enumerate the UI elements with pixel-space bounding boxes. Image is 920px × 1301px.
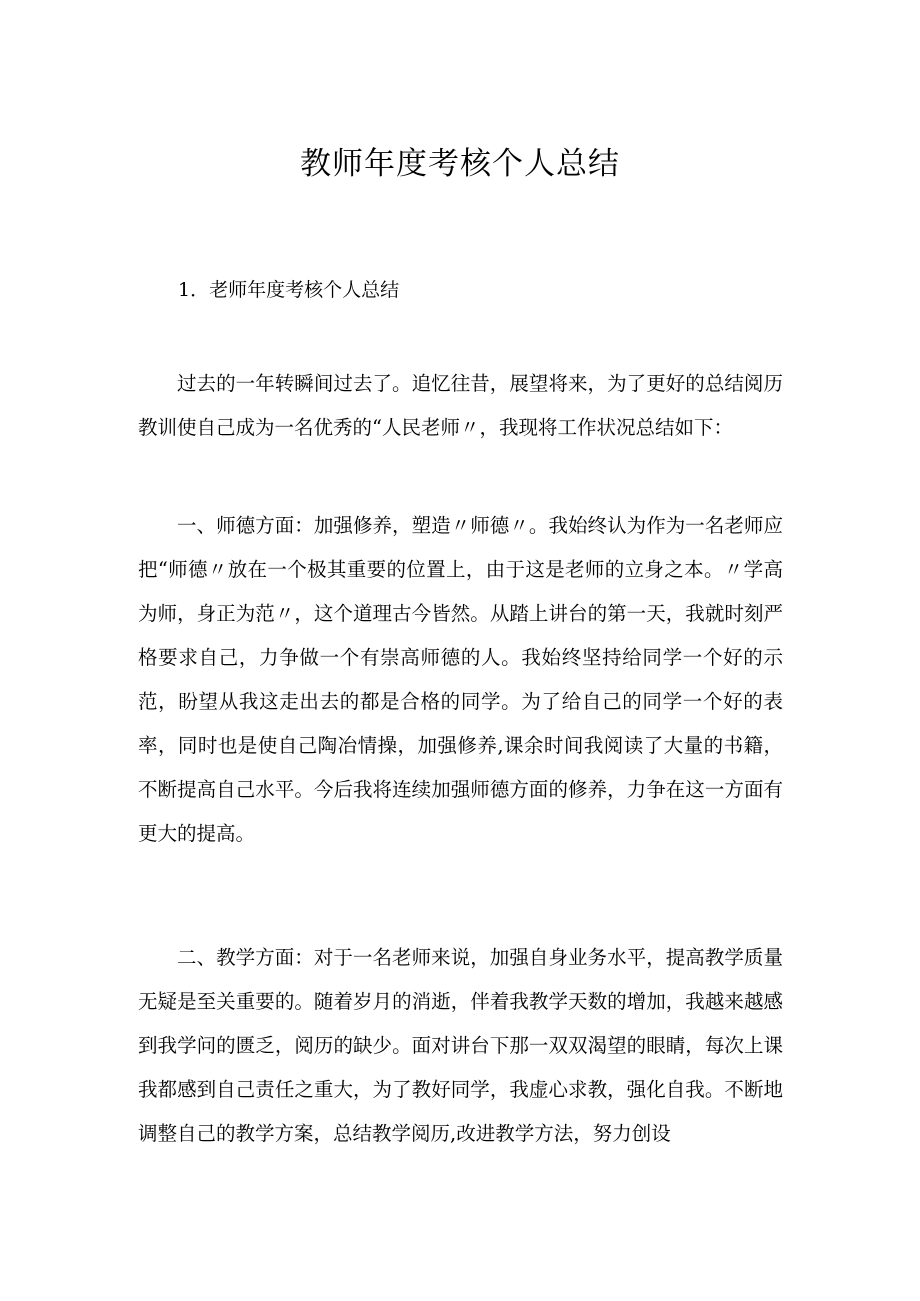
section-heading: 1．老师年度考核个人总结 [178,279,400,301]
paragraph-intro: 过去的一年转瞬间过去了。追忆往昔，展望将来，为了更好的总结阅历教训使自己成为一名优秀的“人民老师〃，我现将工作状况总结如下： [138,372,783,439]
document-title: 教师年度考核个人总结 [300,146,620,182]
paragraph-teaching: 二、教学方面：对于一名老师来说，加强自身业务水平，提高教学质量无疑是至关重要的。随着岁月的消逝，伴着我教学天数的增加，我越来越感到我学问的匮乏，阅历的缺少。面对讲台下那一双双渴望的眼睛，每次上课我都感到自己责任之重大，为了教好同学，我虚心求教，强化自我。不断地调整自己的教学方案，总结教学阅历,改进教学方法，努力创设 [138,946,783,1145]
paragraph-ethics: 一、师德方面：加强修养，塑造〃师德〃。我始终认为作为一名老师应把“师德〃放在一个极其重要的位置上，由于这是老师的立身之本。〃学高为师，身正为范〃，这个道理古今皆然。从踏上讲台的第一天，我就时刻严格要求自己，力争做一个有崇高师德的人。我始终坚持给同学一个好的示范，盼望从我这走出去的都是合格的同学。为了给自己的同学一个好的表率，同时也是使自己陶冶情操，加强修养,课余时间我阅读了大量的书籍，不断提高自己水平。今后我将连续加强师德方面的修养，力争在这一方面有更大的提高。 [138,514,783,845]
